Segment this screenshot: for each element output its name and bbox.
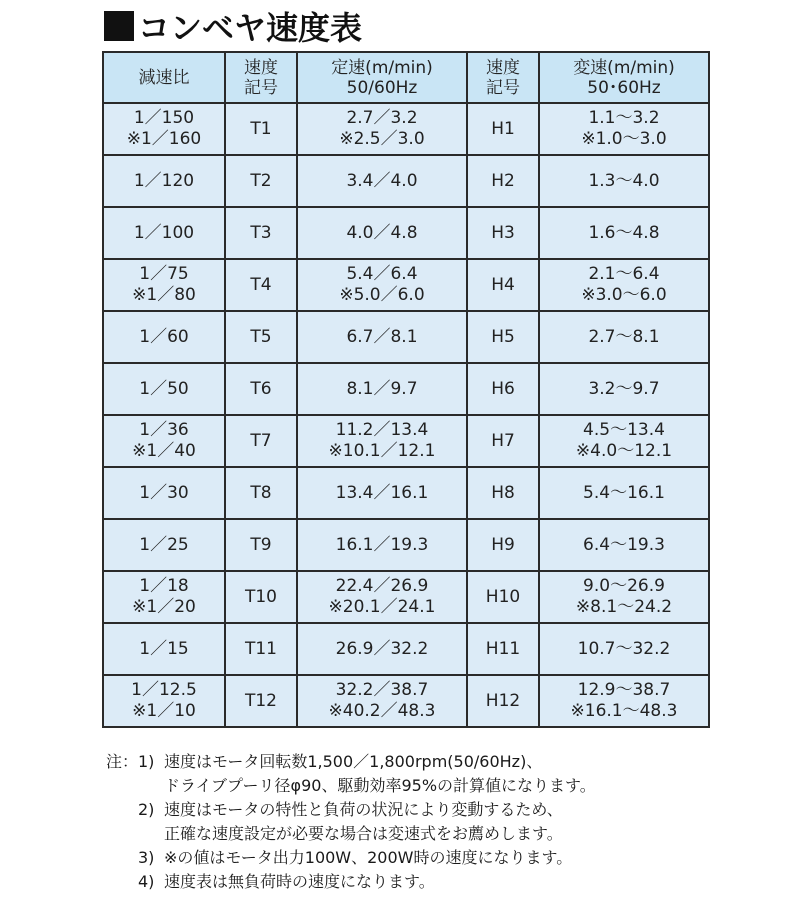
cell-reduction-ratio-line: 1／15 <box>139 638 189 659</box>
cell-variable-speed <box>539 363 709 415</box>
conveyor-speed-table <box>102 51 710 728</box>
cell-variable-speed <box>539 623 709 675</box>
cell-reduction-ratio-line: 1／25 <box>139 534 189 555</box>
cell-fixed-speed-line: 11.2／13.4 <box>335 420 429 440</box>
note-item <box>106 846 786 870</box>
cell-fixed-speed-symbol-value: T1 <box>250 118 272 139</box>
cell-variable-speed-symbol <box>467 623 539 675</box>
cell-fixed-speed-line: 5.4／6.4 <box>346 264 418 284</box>
cell-fixed-speed-symbol <box>225 103 297 155</box>
cell-variable-speed-symbol <box>467 103 539 155</box>
cell-fixed-speed-line: 13.4／16.1 <box>335 482 429 503</box>
cell-variable-speed-symbol <box>467 467 539 519</box>
cell-reduction-ratio-line: 1／120 <box>133 170 195 191</box>
cell-fixed-speed-symbol <box>225 623 297 675</box>
cell-fixed-speed-line: 22.4／26.9 <box>335 576 429 596</box>
cell-fixed-speed-line: 6.7／8.1 <box>346 326 418 347</box>
cell-variable-speed <box>539 519 709 571</box>
table-row <box>103 623 709 675</box>
cell-variable-speed <box>539 415 709 467</box>
note-prefix: 注： <box>106 752 139 771</box>
cell-reduction-ratio-line: ※1／20 <box>132 597 196 617</box>
cell-reduction-ratio <box>103 259 225 311</box>
cell-fixed-speed-line: 4.0／4.8 <box>346 222 418 243</box>
note-item <box>106 870 786 894</box>
page-title-text: コンベヤ速度表 <box>138 9 363 47</box>
note-prefix <box>106 798 138 822</box>
note-item <box>106 798 786 822</box>
cell-fixed-speed-symbol-value: T11 <box>244 638 278 659</box>
cell-fixed-speed-symbol <box>225 155 297 207</box>
cell-fixed-speed <box>297 571 467 623</box>
header-variable-speed-symbol: 速度 記号 <box>467 52 539 103</box>
cell-fixed-speed-line: ※10.1／12.1 <box>328 441 436 461</box>
cell-fixed-speed <box>297 415 467 467</box>
cell-reduction-ratio-line: 1／36 <box>139 420 189 440</box>
header-fixed-speed: 定速(m/min) 50/60Hz <box>297 52 467 103</box>
cell-variable-speed-symbol <box>467 207 539 259</box>
cell-variable-speed-line: 3.2～9.7 <box>588 378 660 399</box>
cell-reduction-ratio-line: ※1／40 <box>132 441 196 461</box>
cell-variable-speed-line: 1.1～3.2 <box>588 108 660 128</box>
cell-fixed-speed-symbol-value: T9 <box>250 534 272 555</box>
cell-variable-speed <box>539 571 709 623</box>
cell-fixed-speed-symbol <box>225 675 297 727</box>
cell-variable-speed-line: 1.6～4.8 <box>588 222 660 243</box>
table-body <box>103 103 709 727</box>
cell-fixed-speed <box>297 207 467 259</box>
cell-fixed-speed-symbol-value: T6 <box>250 378 272 399</box>
cell-fixed-speed-symbol <box>225 207 297 259</box>
page-title <box>104 4 362 48</box>
cell-variable-speed <box>539 155 709 207</box>
cell-variable-speed <box>539 311 709 363</box>
cell-fixed-speed-symbol <box>225 467 297 519</box>
cell-fixed-speed <box>297 155 467 207</box>
cell-variable-speed-symbol-value: H1 <box>491 118 515 139</box>
cell-variable-speed-line: 1.3～4.0 <box>588 170 660 191</box>
cell-reduction-ratio-line: 1／12.5 <box>131 680 197 700</box>
cell-reduction-ratio <box>103 467 225 519</box>
cell-fixed-speed-symbol-value: T4 <box>250 274 272 295</box>
note-text: ※の値はモータ出力100W、200W時の速度になります。 <box>164 848 573 867</box>
note-number: 4) <box>138 872 155 891</box>
cell-fixed-speed-symbol <box>225 519 297 571</box>
cell-variable-speed-symbol-value: H9 <box>491 534 515 555</box>
table-row <box>103 311 709 363</box>
notes-section <box>106 750 786 894</box>
cell-variable-speed-line: 4.5～13.4 <box>583 420 665 440</box>
cell-fixed-speed <box>297 467 467 519</box>
cell-fixed-speed-line: 2.7／3.2 <box>346 108 418 128</box>
cell-reduction-ratio <box>103 519 225 571</box>
cell-variable-speed-symbol-value: H7 <box>491 430 515 451</box>
cell-variable-speed-symbol-value: H4 <box>491 274 515 295</box>
cell-fixed-speed-symbol-value: T3 <box>250 222 272 243</box>
cell-variable-speed-line: 10.7～32.2 <box>577 638 671 659</box>
note-prefix <box>106 846 138 870</box>
cell-reduction-ratio-line: ※1／10 <box>132 701 196 721</box>
table-row <box>103 415 709 467</box>
cell-reduction-ratio <box>103 363 225 415</box>
cell-variable-speed-symbol-value: H6 <box>491 378 515 399</box>
cell-fixed-speed <box>297 623 467 675</box>
cell-variable-speed-line: ※3.0～6.0 <box>581 285 667 305</box>
cell-fixed-speed-symbol-value: T2 <box>250 170 272 191</box>
cell-reduction-ratio-line: 1／18 <box>139 576 189 596</box>
cell-fixed-speed <box>297 363 467 415</box>
cell-fixed-speed-line: 16.1／19.3 <box>335 534 429 555</box>
cell-fixed-speed-symbol <box>225 311 297 363</box>
cell-variable-speed-line: 5.4～16.1 <box>583 482 665 503</box>
cell-variable-speed-symbol-value: H8 <box>491 482 515 503</box>
cell-variable-speed-line: ※4.0～12.1 <box>575 441 673 461</box>
cell-fixed-speed-line: ※2.5／3.0 <box>339 129 425 149</box>
cell-fixed-speed <box>297 311 467 363</box>
table-row <box>103 259 709 311</box>
note-text: 速度はモータ回転数1,500／1,800rpm(50/60Hz)、 <box>164 752 543 771</box>
cell-reduction-ratio <box>103 571 225 623</box>
cell-fixed-speed-symbol-value: T7 <box>250 430 272 451</box>
cell-reduction-ratio <box>103 155 225 207</box>
cell-variable-speed <box>539 103 709 155</box>
table-row <box>103 467 709 519</box>
cell-fixed-speed-line: 8.1／9.7 <box>346 378 418 399</box>
cell-reduction-ratio <box>103 623 225 675</box>
cell-fixed-speed <box>297 675 467 727</box>
cell-variable-speed-symbol-value: H5 <box>491 326 515 347</box>
table-header-row <box>103 52 709 103</box>
cell-variable-speed-line: 2.1～6.4 <box>588 264 660 284</box>
cell-variable-speed-symbol <box>467 259 539 311</box>
cell-fixed-speed-symbol <box>225 415 297 467</box>
cell-variable-speed-symbol-value: H10 <box>485 586 521 607</box>
table-row <box>103 155 709 207</box>
cell-reduction-ratio <box>103 311 225 363</box>
cell-reduction-ratio-line: 1／150 <box>133 108 195 128</box>
cell-fixed-speed-symbol-value: T5 <box>250 326 272 347</box>
cell-variable-speed <box>539 259 709 311</box>
header-fixed-speed-symbol: 速度 記号 <box>225 52 297 103</box>
cell-variable-speed-symbol <box>467 675 539 727</box>
table-row <box>103 519 709 571</box>
cell-reduction-ratio-line: 1／75 <box>139 264 189 284</box>
cell-fixed-speed-symbol-value: T8 <box>250 482 272 503</box>
cell-reduction-ratio-line: 1／60 <box>139 326 189 347</box>
cell-fixed-speed-symbol-value: T10 <box>244 586 278 607</box>
note-number: 1) <box>138 752 155 771</box>
header-reduction-ratio: 減速比 <box>103 52 225 103</box>
cell-variable-speed-line: 9.0～26.9 <box>583 576 665 596</box>
cell-fixed-speed-symbol <box>225 259 297 311</box>
cell-fixed-speed-line: 3.4／4.0 <box>346 170 418 191</box>
note-item <box>106 750 786 774</box>
note-number: 2) <box>138 800 155 819</box>
note-text: 速度表は無負荷時の速度になります。 <box>164 872 435 891</box>
cell-fixed-speed-line: 32.2／38.7 <box>335 680 429 700</box>
cell-variable-speed-symbol-value: H3 <box>491 222 515 243</box>
cell-reduction-ratio-line: 1／30 <box>139 482 189 503</box>
cell-reduction-ratio <box>103 207 225 259</box>
header-variable-speed: 変速(m/min) 50･60Hz <box>539 52 709 103</box>
table-row <box>103 571 709 623</box>
square-bullet-icon <box>104 11 134 41</box>
cell-variable-speed-symbol-value: H2 <box>491 170 515 191</box>
cell-variable-speed <box>539 207 709 259</box>
cell-reduction-ratio <box>103 415 225 467</box>
cell-fixed-speed-symbol-value: T12 <box>244 690 278 711</box>
cell-fixed-speed-line: ※20.1／24.1 <box>328 597 436 617</box>
cell-fixed-speed-symbol <box>225 363 297 415</box>
table-row <box>103 207 709 259</box>
cell-variable-speed-line: ※16.1～48.3 <box>570 701 678 721</box>
cell-fixed-speed-symbol <box>225 571 297 623</box>
cell-variable-speed-line: 12.9～38.7 <box>577 680 671 700</box>
cell-variable-speed-symbol <box>467 519 539 571</box>
cell-reduction-ratio-line: ※1／160 <box>126 129 202 149</box>
note-text: 速度はモータの特性と負荷の状況により変動するため、 <box>164 800 563 819</box>
note-prefix <box>106 870 138 894</box>
cell-fixed-speed <box>297 103 467 155</box>
cell-variable-speed <box>539 675 709 727</box>
cell-reduction-ratio <box>103 103 225 155</box>
cell-variable-speed-symbol <box>467 571 539 623</box>
cell-fixed-speed <box>297 519 467 571</box>
cell-reduction-ratio-line: 1／100 <box>133 222 195 243</box>
note-continuation: 正確な速度設定が必要な場合は変速式をお薦めします。 <box>164 824 563 843</box>
cell-variable-speed-symbol-value: H11 <box>485 638 521 659</box>
note-number: 3) <box>138 848 155 867</box>
cell-variable-speed-symbol-value: H12 <box>485 690 521 711</box>
cell-variable-speed-line: 6.4～19.3 <box>583 534 665 555</box>
cell-variable-speed-symbol <box>467 415 539 467</box>
cell-variable-speed-line: 2.7～8.1 <box>588 326 660 347</box>
table-row <box>103 103 709 155</box>
cell-reduction-ratio-line: ※1／80 <box>132 285 196 305</box>
cell-reduction-ratio <box>103 675 225 727</box>
cell-reduction-ratio-line: 1／50 <box>139 378 189 399</box>
note-continuation: ドライブプーリ径φ90、駆動効率95%の計算値になります。 <box>164 776 596 795</box>
cell-fixed-speed-line: 26.9／32.2 <box>335 638 429 659</box>
cell-variable-speed-symbol <box>467 155 539 207</box>
cell-fixed-speed <box>297 259 467 311</box>
cell-fixed-speed-line: ※40.2／48.3 <box>328 701 436 721</box>
cell-variable-speed <box>539 467 709 519</box>
cell-fixed-speed-line: ※5.0／6.0 <box>339 285 425 305</box>
table-row <box>103 675 709 727</box>
table-row <box>103 363 709 415</box>
cell-variable-speed-line: ※8.1～24.2 <box>575 597 673 617</box>
cell-variable-speed-symbol <box>467 363 539 415</box>
cell-variable-speed-symbol <box>467 311 539 363</box>
cell-variable-speed-line: ※1.0～3.0 <box>581 129 667 149</box>
